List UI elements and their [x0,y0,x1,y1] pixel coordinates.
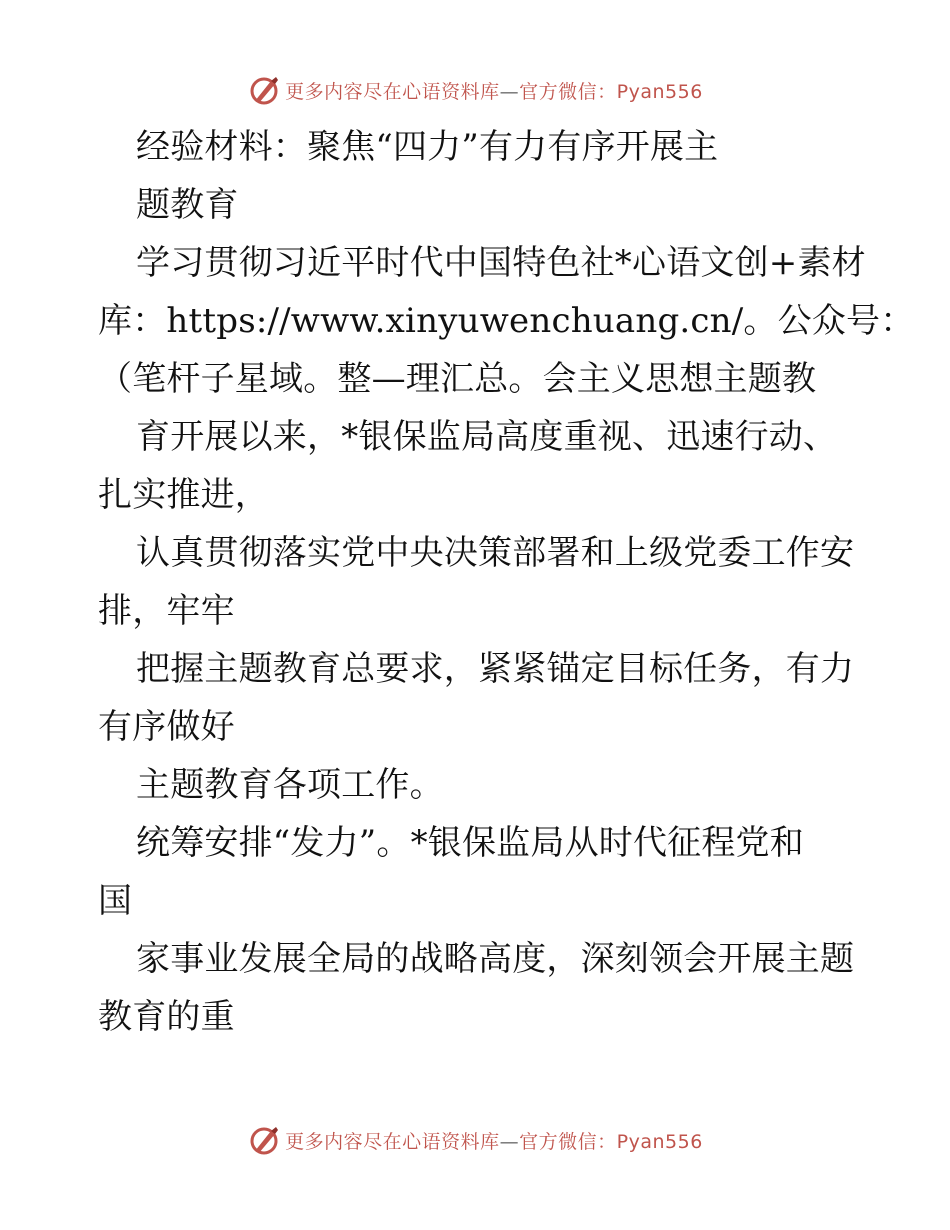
paragraph-line: （笔杆子星域。整—理汇总。会主义思想主题教 [98,359,817,399]
header-banner [0,70,950,110]
pen-logo-icon [247,73,281,107]
banner-text: 更多内容尽在心语资料库—官方微信：Pyan556 [285,80,703,103]
paragraph-line: 国 [98,881,133,921]
doc-title-line-2: 题教育 [136,185,239,225]
document-body [98,118,915,1046]
paragraph-line: 学习贯彻习近平时代中国特色社*心语文创+素材 [136,243,866,283]
paragraph-line: 扎实推进， [98,475,269,515]
paragraph-line: 有序做好 [98,707,235,747]
paragraph-line: 育开展以来，*银保监局高度重视、迅速行动、 [136,417,838,457]
pen-logo-icon [247,1123,281,1157]
doc-title-line-1: 经验材料：聚焦“四力”有力有序开展主 [136,127,719,167]
banner-text: 更多内容尽在心语资料库—官方微信：Pyan556 [285,1130,703,1153]
paragraph-line: 主题教育各项工作。 [136,765,444,805]
paragraph-line: 认真贯彻落实党中央决策部署和上级党委工作安 [136,533,855,573]
paragraph-line: 教育的重 [98,997,235,1037]
paragraph-line: 库：https://www.xinyuwenchuang.cn/。公众号： [98,301,915,341]
paragraph-line: 排，牢牢 [98,591,235,631]
footer-banner [0,1120,950,1160]
paragraph-line: 统筹安排“发力”。*银保监局从时代征程党和 [136,823,804,863]
paragraph-line: 家事业发展全局的战略高度，深刻领会开展主题 [136,939,855,979]
paragraph-line: 把握主题教育总要求，紧紧锚定目标任务，有力 [136,649,855,689]
